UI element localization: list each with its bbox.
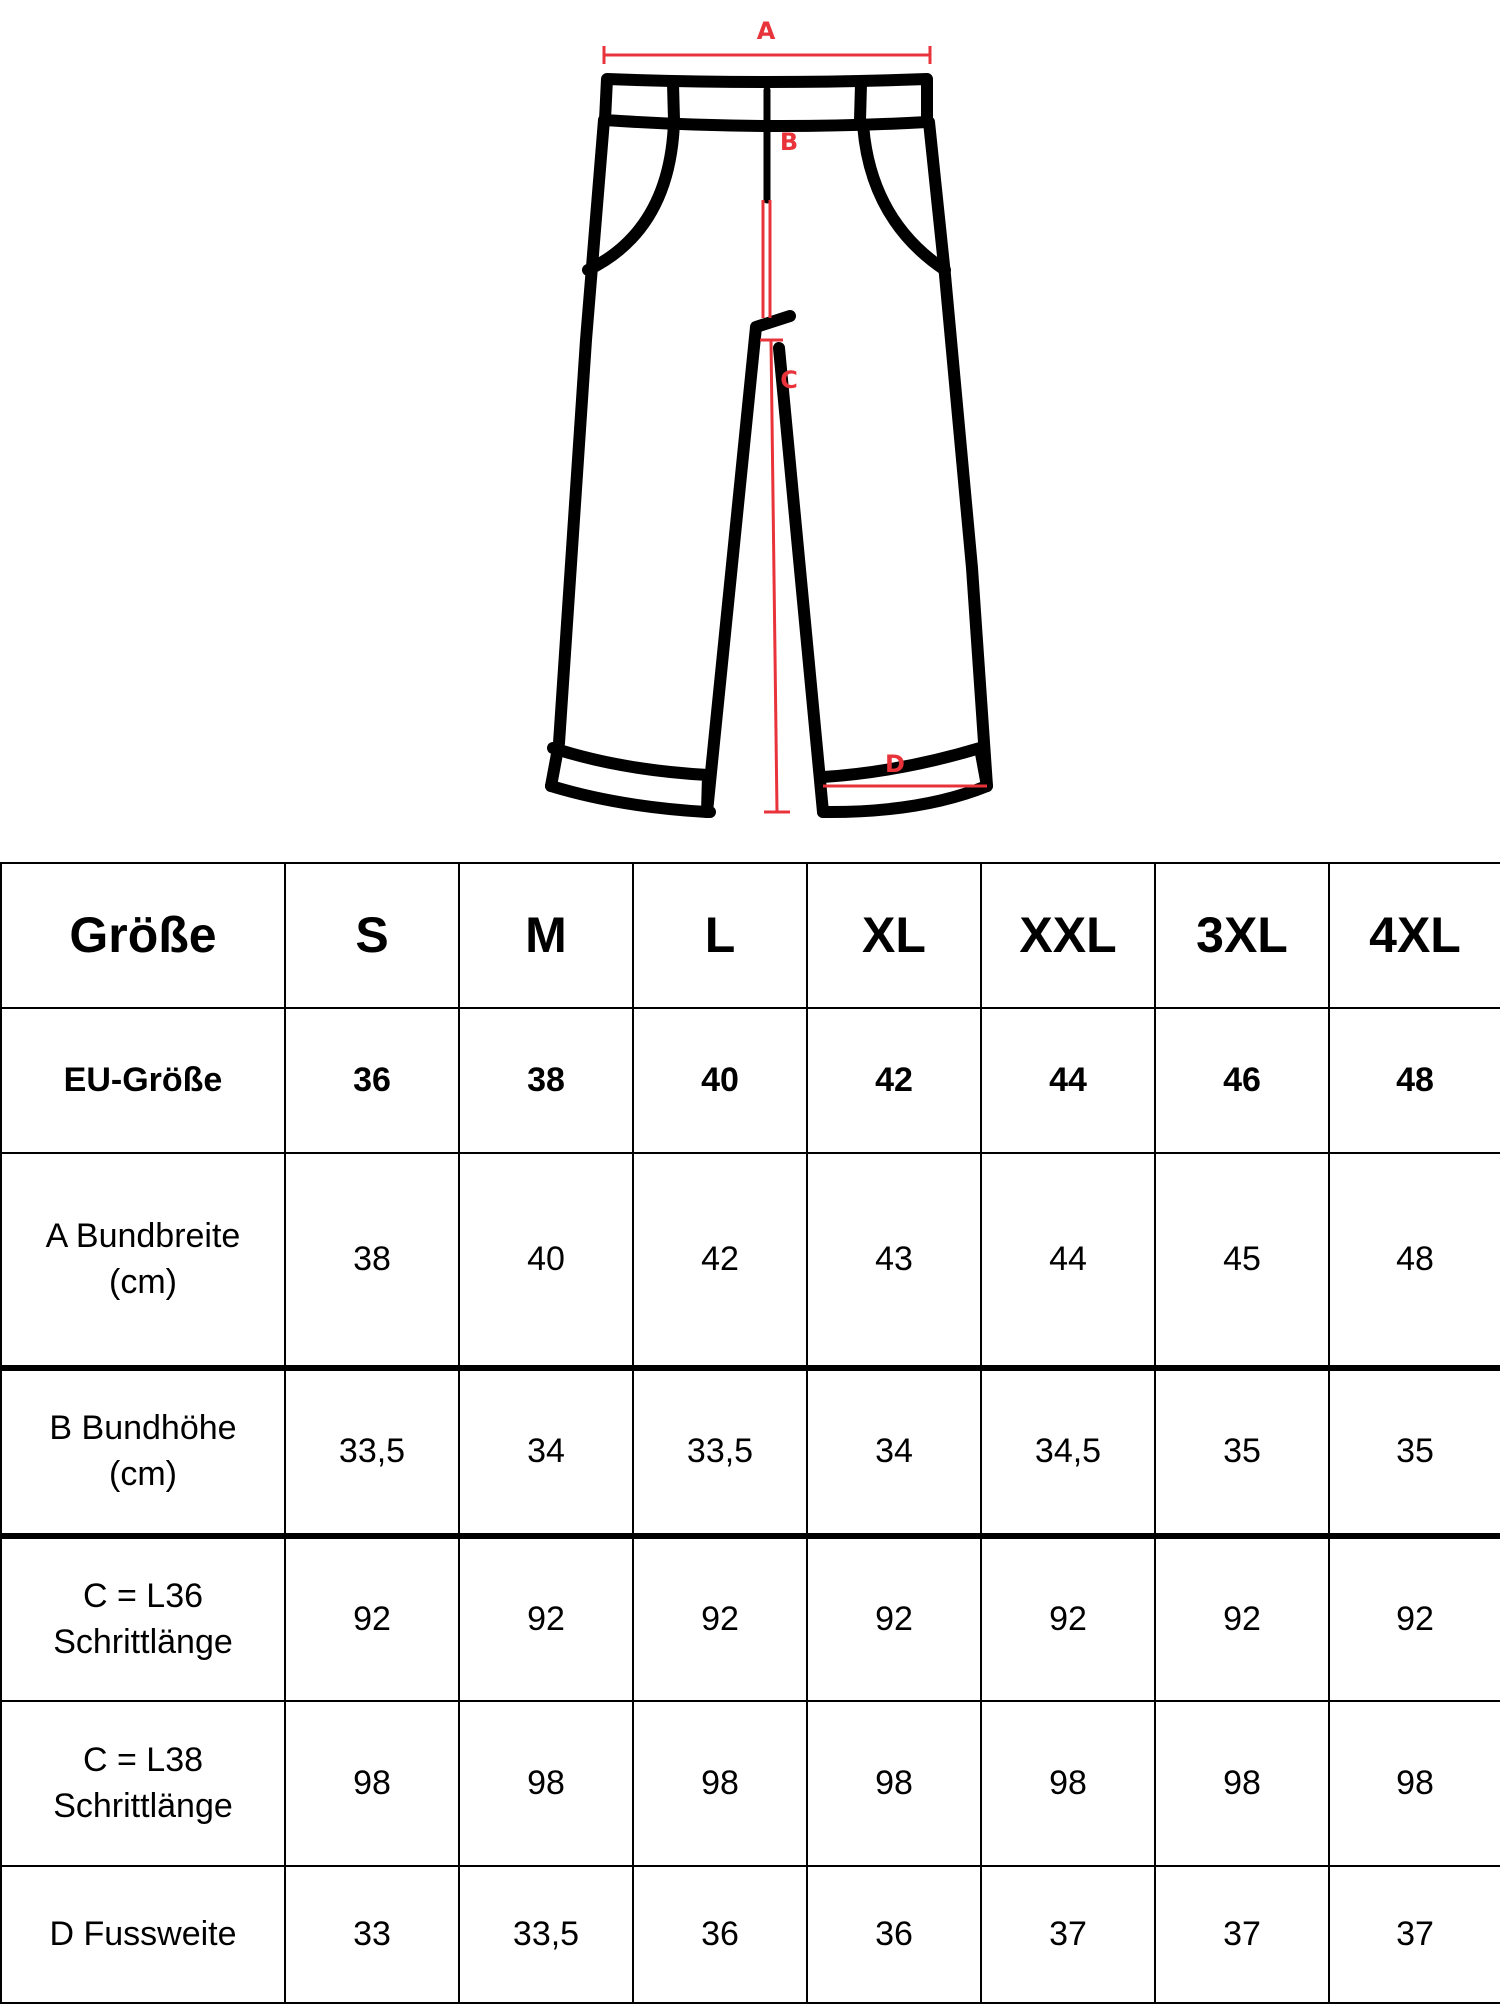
table-cell: 98: [1155, 1701, 1329, 1866]
table-cell: 92: [1329, 1536, 1500, 1701]
table-row: [1, 1701, 1500, 1866]
belt-loop-left: [673, 84, 674, 120]
header-size-cell: L: [633, 863, 807, 1008]
table-cell: 35: [1329, 1368, 1500, 1536]
table-cell: 33,5: [633, 1368, 807, 1536]
table-cell: 34,5: [981, 1368, 1155, 1536]
header-row: [1, 863, 1500, 1008]
row-label: [1, 1866, 285, 2003]
table-cell: 98: [459, 1701, 633, 1866]
table-cell: 36: [285, 1008, 459, 1153]
table-cell: 92: [459, 1536, 633, 1701]
table-row: [1, 1153, 1500, 1368]
row-label-line: C = L36: [82, 1576, 204, 1615]
measure-a-line: [604, 46, 930, 64]
table-cell: 42: [807, 1008, 981, 1153]
label-d: D: [885, 750, 905, 778]
table-cell: 92: [981, 1536, 1155, 1701]
table-cell: 33,5: [285, 1368, 459, 1536]
table-cell: 42: [633, 1153, 807, 1368]
right-inseam: [779, 348, 823, 812]
belt-loop-right: [860, 84, 861, 120]
header-size-cell: XXL: [981, 863, 1155, 1008]
table-cell: 44: [981, 1008, 1155, 1153]
table-cell: 40: [633, 1008, 807, 1153]
header-size-cell: S: [285, 863, 459, 1008]
table-cell: 40: [459, 1153, 633, 1368]
table-cell: 33: [285, 1866, 459, 2003]
row-label-line: (cm): [109, 1262, 177, 1301]
row-label: [1, 1368, 285, 1536]
table-cell: 46: [1155, 1008, 1329, 1153]
row-label-line: B Bundhöhe: [49, 1409, 237, 1448]
table-cell: 38: [459, 1008, 633, 1153]
table-row: [1, 1008, 1500, 1153]
header-size-label: Größe: [1, 863, 285, 1008]
row-label-line: C = L38: [82, 1740, 204, 1779]
table-cell: 33,5: [459, 1866, 633, 2003]
table-cell: 48: [1329, 1153, 1500, 1368]
table-cell: 92: [633, 1536, 807, 1701]
table-cell: 98: [981, 1701, 1155, 1866]
label-b: B: [779, 128, 799, 156]
measure-b-line: [763, 200, 770, 318]
table-cell: 34: [459, 1368, 633, 1536]
table-row: [1, 1536, 1500, 1701]
table-cell: 38: [285, 1153, 459, 1368]
table-cell: 98: [633, 1701, 807, 1866]
row-label-line: D Fussweite: [49, 1914, 237, 1953]
table-cell: 36: [807, 1866, 981, 2003]
table-row: [1, 1368, 1500, 1536]
label-c: C: [780, 366, 798, 394]
table-cell: 43: [807, 1153, 981, 1368]
row-label: [1, 1008, 285, 1153]
header-size-cell: 4XL: [1329, 863, 1500, 1008]
row-label-line: EU-Größe: [63, 1060, 223, 1099]
row-label: [1, 1701, 285, 1866]
pants-measurement-diagram: [0, 0, 1500, 850]
table-cell: 48: [1329, 1008, 1500, 1153]
row-label-line: Schrittlänge: [53, 1786, 233, 1825]
table-cell: 34: [807, 1368, 981, 1536]
row-label: [1, 1153, 285, 1368]
table-cell: 35: [1155, 1368, 1329, 1536]
size-table-body: [1, 863, 1500, 2003]
table-row: [1, 1866, 1500, 2003]
table-cell: 92: [807, 1536, 981, 1701]
row-label-line: A Bundbreite: [45, 1216, 241, 1255]
pants-outline: [551, 79, 987, 812]
label-a: A: [756, 17, 776, 45]
right-leg-outer-seam: [929, 122, 987, 786]
row-label: [1, 1536, 285, 1701]
table-cell: 98: [285, 1701, 459, 1866]
header-size-cell: 3XL: [1155, 863, 1329, 1008]
table-cell: 98: [1329, 1701, 1500, 1866]
right-hem: [823, 748, 987, 812]
row-label-line: (cm): [109, 1455, 177, 1493]
left-leg-outer-seam: [551, 120, 604, 786]
left-hem: [551, 748, 708, 812]
table-cell: 98: [807, 1701, 981, 1866]
table-cell: 37: [981, 1866, 1155, 2003]
row-label-line: Schrittlänge: [53, 1622, 233, 1661]
table-cell: 37: [1329, 1866, 1500, 2003]
table-cell: 92: [1155, 1536, 1329, 1701]
table-cell: 44: [981, 1153, 1155, 1368]
table-cell: 92: [285, 1536, 459, 1701]
size-table: [0, 862, 1500, 2004]
table-cell: 37: [1155, 1866, 1329, 2003]
header-size-cell: XL: [807, 863, 981, 1008]
header-size-cell: M: [459, 863, 633, 1008]
table-cell: 36: [633, 1866, 807, 2003]
table-cell: 45: [1155, 1153, 1329, 1368]
